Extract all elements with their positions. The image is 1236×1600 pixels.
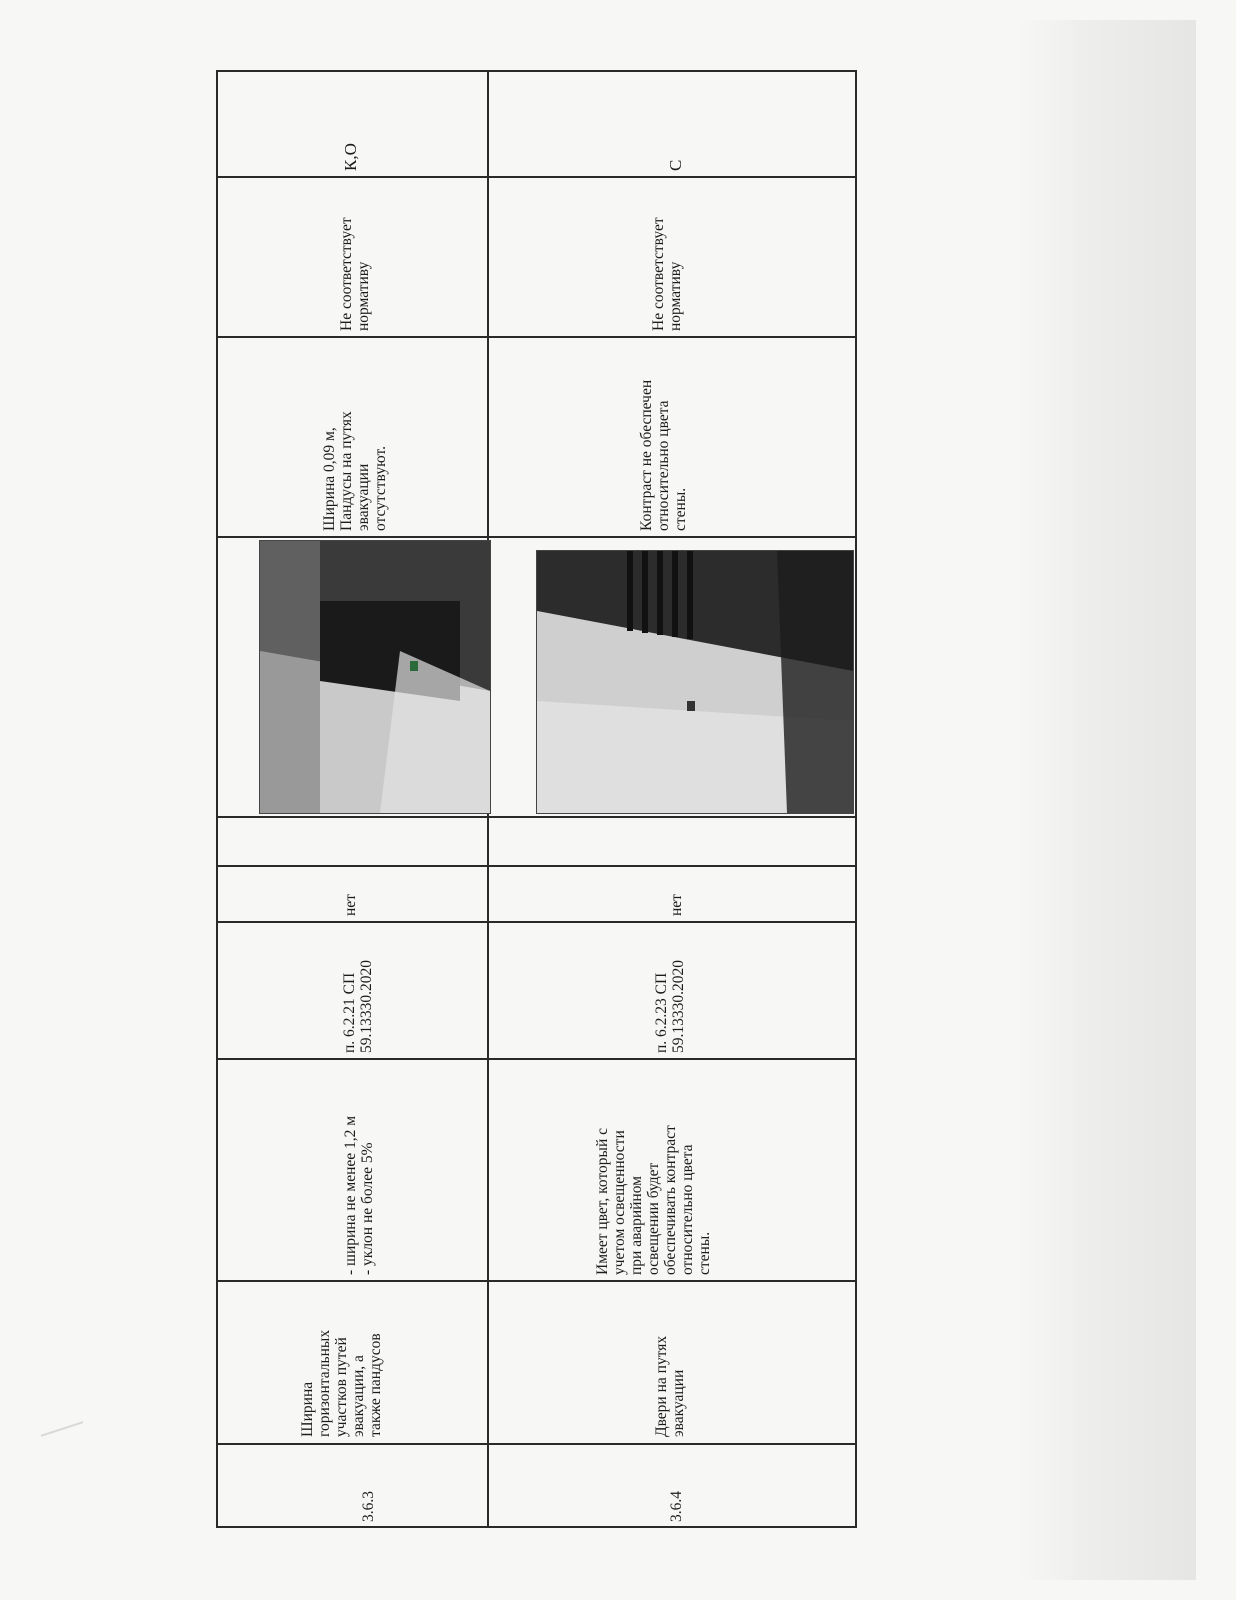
column-divider [216, 865, 857, 867]
row-number: 3.6.4 [668, 1491, 685, 1522]
requirement-text: Имеет цвет, который с учетом освещенности при аварийном освещении будет обеспечивать контраст относительно цвета стены. [594, 1125, 713, 1275]
column-divider [216, 1443, 857, 1445]
column-divider [216, 816, 857, 818]
norm-reference: п. 6.2.21 СП 59.13330.2020 [341, 960, 375, 1053]
column-divider [216, 336, 857, 338]
finding-text: Ширина 0,09 м, Пандусы на путях эвакуации отсутствуют. [321, 411, 389, 531]
column-divider [216, 1058, 857, 1060]
table-border-left [216, 70, 218, 1528]
finding-text: Контраст не обеспечен относительно цвета стены. [638, 379, 689, 531]
door-photo [536, 550, 854, 814]
requirement-text: - ширина не менее 1,2 м - уклон не более 5% [342, 1115, 376, 1275]
status-text: Не соответствует нормативу [650, 217, 684, 331]
category-code: С [666, 159, 685, 171]
table-border-bottom [216, 1526, 857, 1528]
table-border-right [855, 70, 857, 1528]
answer-value: нет [668, 894, 685, 916]
table-border-top [216, 70, 857, 72]
answer-value: нет [342, 894, 359, 916]
column-divider [216, 921, 857, 923]
status-text: Не соответствует нормативу [338, 217, 372, 331]
column-divider [216, 536, 857, 538]
margin-mark [41, 1421, 83, 1436]
scan-shadow [1016, 20, 1196, 1580]
element-name: Двери на путях эвакуации [653, 1335, 687, 1437]
column-divider [216, 1280, 857, 1282]
category-code: К,О [341, 143, 360, 171]
corridor-photo [259, 540, 491, 814]
inspection-table [216, 70, 857, 1528]
column-divider [216, 176, 857, 178]
norm-reference: п. 6.2.23 СП 59.13330.2020 [653, 960, 687, 1053]
row-number: 3.6.3 [360, 1491, 377, 1522]
element-name: Ширина горизонтальных участков путей эвакуации, а также пандусов [299, 1329, 384, 1437]
